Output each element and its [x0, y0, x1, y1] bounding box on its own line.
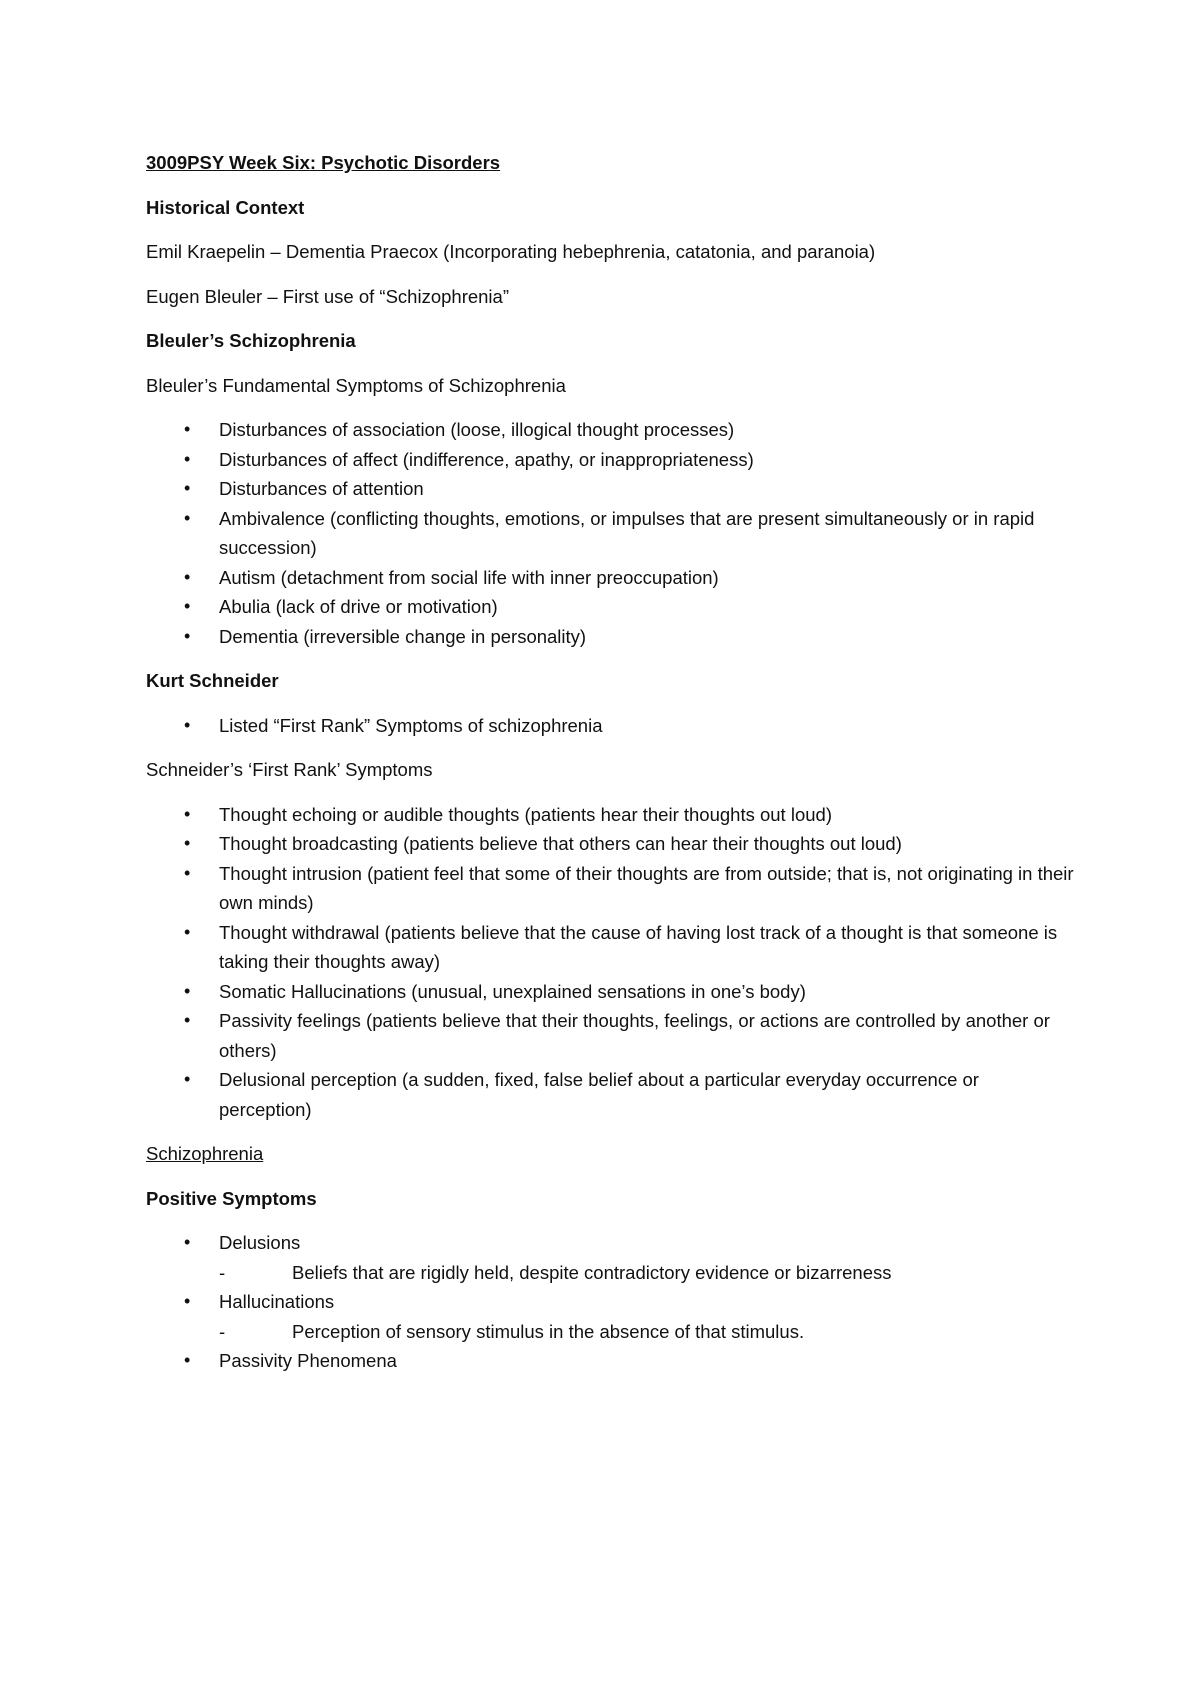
- bleuler-symptom-list: [146, 415, 1076, 651]
- section-heading-kurt-schneider: Kurt Schneider: [146, 670, 279, 691]
- list-item: • Dementia (irreversible change in personality): [146, 622, 1076, 652]
- list-item: • Thought withdrawal (patients believe that the cause of having lost track of a thought is that someone is taking their thoughts away): [146, 918, 1076, 977]
- list-item: • Disturbances of attention: [146, 474, 1076, 504]
- schizophrenia-label: Schizophrenia: [146, 1143, 264, 1164]
- list-item: • Thought echoing or audible thoughts (patients hear their thoughts out loud): [146, 800, 1076, 830]
- section-heading-bleulers-schizophrenia: Bleuler’s Schizophrenia: [146, 330, 356, 351]
- bleuler-fundamental-symptoms-label: Bleuler’s Fundamental Symptoms of Schizophrenia: [146, 374, 566, 396]
- list-item-label: • Hallucinations: [219, 1291, 335, 1312]
- list-item: [146, 1228, 1076, 1287]
- list-item: • Thought broadcasting (patients believe that others can hear their thoughts out loud): [146, 829, 1076, 859]
- schneider-list: [146, 711, 1076, 741]
- list-item-label: • Passivity Phenomena: [219, 1350, 397, 1371]
- list-item: • Abulia (lack of drive or motivation): [146, 592, 1076, 622]
- section-heading-historical-context: Historical Context: [146, 196, 305, 218]
- document-title: 3009PSY Week Six: Psychotic Disorders: [146, 152, 501, 173]
- list-item: • Disturbances of affect (indifference, apathy, or inappropriateness): [146, 445, 1076, 475]
- list-item: • Delusional perception (a sudden, fixed, false belief about a particular everyday occurrence or perception): [146, 1065, 1076, 1124]
- list-item: [146, 1287, 1076, 1346]
- kraepelin-line: Emil Kraepelin – Dementia Praecox (Incorporating hebephrenia, catatonia, and paranoia): [146, 241, 876, 262]
- list-item: • Passivity feelings (patients believe that their thoughts, feelings, or actions are controlled by another or others): [146, 1006, 1076, 1065]
- list-item: • Thought intrusion (patient feel that some of their thoughts are from outside; that is, not originating in their own minds): [146, 859, 1076, 918]
- list-item: • Disturbances of association (loose, illogical thought processes): [146, 415, 1076, 445]
- list-item: • Autism (detachment from social life with inner preoccupation): [146, 563, 1076, 593]
- list-item: • Somatic Hallucinations (unusual, unexplained sensations in one’s body): [146, 977, 1076, 1007]
- document-content: [146, 148, 1076, 1391]
- list-item-sub: - Beliefs that are rigidly held, despite contradictory evidence or bizarreness: [219, 1258, 1076, 1288]
- schneider-first-rank-label: Schneider’s ‘First Rank’ Symptoms: [146, 759, 433, 780]
- list-item: [146, 1346, 1076, 1376]
- list-item-sub: - Perception of sensory stimulus in the absence of that stimulus.: [219, 1317, 1076, 1347]
- first-rank-symptom-list: [146, 800, 1076, 1125]
- positive-symptom-list: [146, 1228, 1076, 1376]
- list-item: • Listed “First Rank” Symptoms of schizophrenia: [146, 711, 1076, 741]
- list-item-label: • Delusions: [219, 1232, 301, 1253]
- section-heading-positive-symptoms: Positive Symptoms: [146, 1187, 317, 1209]
- list-item: • Ambivalence (conflicting thoughts, emotions, or impulses that are present simultaneously or in rapid succession): [146, 504, 1076, 563]
- bleuler-line: Eugen Bleuler – First use of “Schizophrenia”: [146, 285, 509, 307]
